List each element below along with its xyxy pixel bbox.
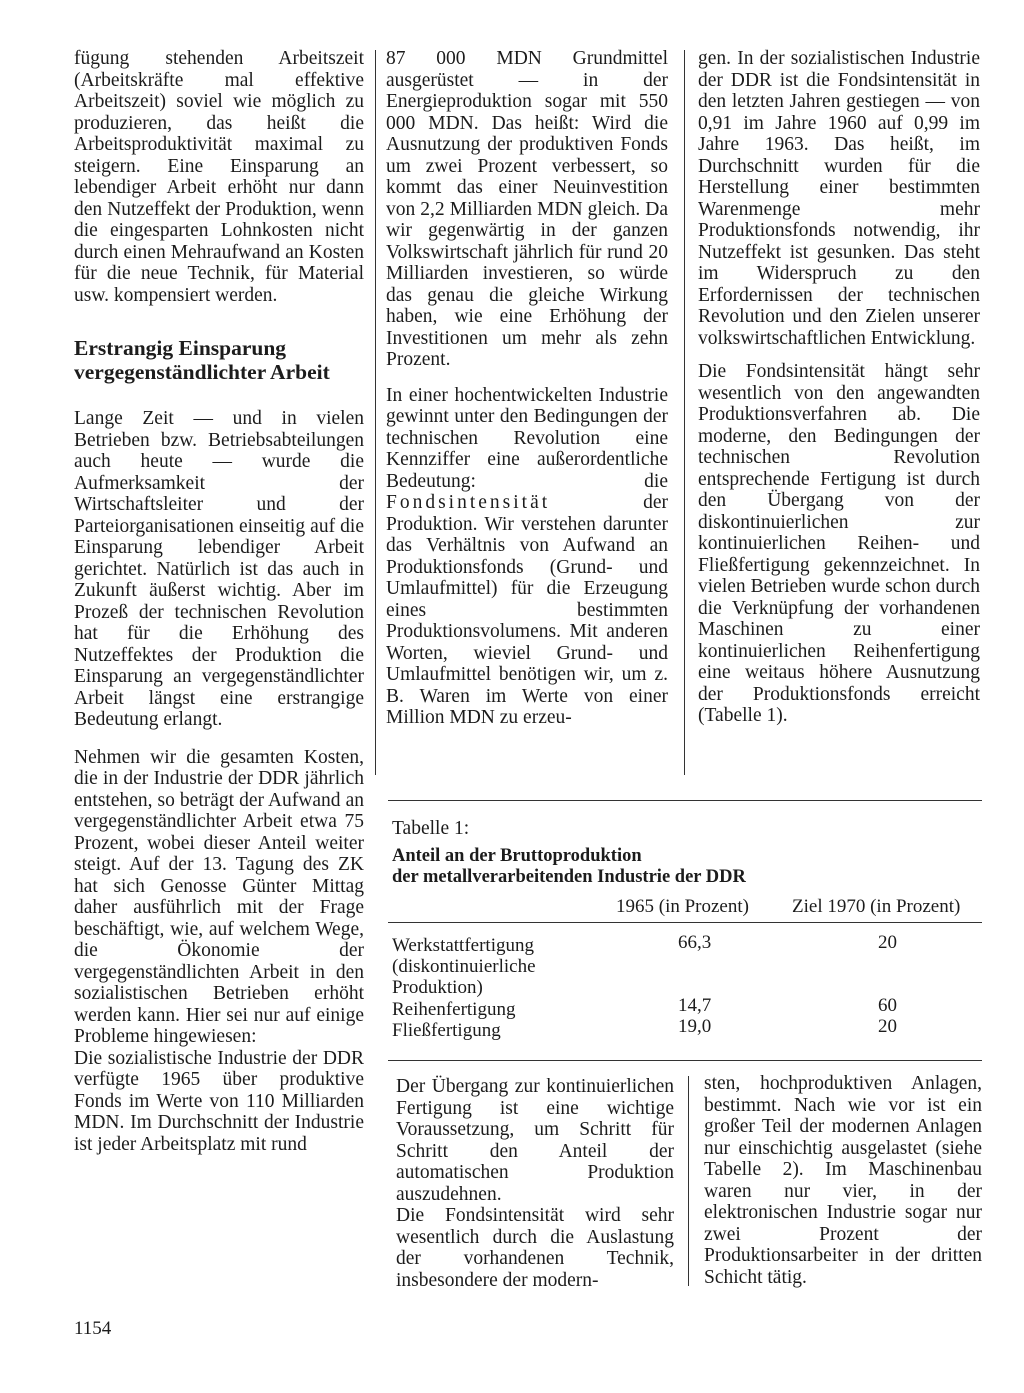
paragraph: Die Fondsintensität hängt sehr wesentlich von den angewandten Produktionsverfahren ab. Die moderne, den Bedingungen der technischen Revolution entsprechende Fertigung ist durch den Übergang von der diskontinuierlichen zur kontinuierlichen Reihen- und Fließfertigung gekennzeichnet. In vielen Betrieben wurde schon durch die Verknüpfung der vorhandenen Maschinen zu einer kontinuierlichen Reihenfertigung eine weitaus höhere Ausnutzung der Produktionsfonds erreicht (Tabelle 1). [698,361,980,726]
page-number: 1154 [74,1318,112,1339]
table-label: Tabelle 1: [392,818,470,839]
paragraph-text: In einer hochentwickelten Industrie gewinnt unter den Bedingungen der technischen Revolution eine Kennziffer eine außerordentliche Bedeutung: die [386,384,668,492]
lower-column-right [704,1073,982,1288]
paragraph: sten, hochproduktiven Anlagen, bestimmt. Nach wie vor ist ein großer Teil der modernen Anlagen nur einschichtig ausgelastet (siehe Tabelle 2). Im Maschinenbau waren nur vier, in der elektronischen Industrie sogar nur zwei Prozent der Produktionsarbeiter in der dritten Schicht tätig. [704,1073,982,1288]
table-cell: 14,7 [678,995,712,1016]
table-top-rule [388,800,982,801]
table-title: der metallverarbeitenden Industrie der DDR [392,867,746,887]
table-cell: 19,0 [678,1016,712,1037]
table-cell: 60 [878,995,897,1016]
column-1 [74,48,364,1155]
table-cell: 20 [878,1016,897,1037]
table-header-rule [388,922,982,923]
emphasized-term: Fondsintensität [386,492,551,513]
column-divider [688,1076,689,1286]
paragraph: Die sozialistische Industrie der DDR verfügte 1965 über produktive Fonds im Werte von 110 Milliarden MDN. Im Durchschnitt der Industrie ist jeder Arbeitsplatz mit rund [74,1047,364,1155]
paragraph [386,385,668,729]
table-cell: 66,3 [678,932,712,953]
table-row-label: Werkstattfertigung [392,935,534,956]
column-3 [698,48,980,727]
column-2 [386,48,668,729]
paragraph: Der Übergang zur kontinuierlichen Fertigung ist eine wichtige Voraussetzung, um Schritt für Schritt den Anteil der automatischen Produktion auszudehnen. [396,1076,674,1205]
table-title: Anteil an der Bruttoproduktion [392,846,642,866]
paragraph: Lange Zeit — und in vielen Betrieben bzw. Betriebsabteilungen auch heute — wurde die Aufmerksamkeit der Wirtschaftsleiter und der Parteiorganisationen einseitig auf die Einsparung lebendiger Arbeit gerichtet. Natürlich ist das auch in Zukunft äußerst wichtig. Aber im Prozeß der technischen Revolution hat für die Erhöhung des Nutzeffektes der Produktion die Einsparung an vergegenständlichter Arbeit längst eine erstrangige Bedeutung erlangt. [74,408,364,730]
table-row-label: Produktion) [392,977,483,998]
paragraph: 87 000 MDN Grundmittel ausgerüstet — in der Energieproduktion sogar mit 550 000 MDN. Das heißt: Wird die Ausnutzung der produktiven Fonds um zwei Prozent verbessert, so kommt das einer Neuinvestition von 2,2 Milliarden MDN gleich. Da wir gegenwärtig in der ganzen Volkswirtschaft jährlich für rund 20 Milliarden investieren, so würde das genau die gleiche Wirkung haben, wie eine Erhöhung der Investitionen um mehr als zehn Prozent. [386,48,668,370]
table-row-label: Reihenfertigung [392,999,516,1020]
table-cell: 20 [878,932,897,953]
table-row-label: (diskontinuierliche [392,956,536,977]
lower-column-left [396,1076,674,1291]
table-row-label: Fließfertigung [392,1020,501,1041]
paragraph: Nehmen wir die gesamten Kosten, die in der Industrie der DDR jährlich entstehen, so beträgt der Aufwand an vergegenständlichter Arbeit etwa 75 Prozent, wobei dieser Anteil weiter steigt. Auf der 13. Tagung des ZK hat sich Genosse Günter Mittag daher ausführlich mit der Frage beschäftigt, wie, auf welchem Wege, die Ökonomie der vergegenständlichten Arbeit in den sozialistischen Betrieben erhöht werden kann. Hier sei nur auf einige Probleme hingewiesen: [74,746,364,1047]
paragraph: gen. In der sozialistischen Industrie der DDR ist die Fondsintensität in den letzten Jahren gestiegen — von 0,91 im Jahre 1960 auf 0,99 im Jahre 1963. Das heißt, im Durchschnitt wurden für die Herstellung einer bestimmten Warenmenge mehr Produktionsfonds notwendig, ihr Nutzeffekt ist gesunken. Das steht im Widerspruch zu den Erfordernissen der technischen Revolution und den Zielen unserer volkswirtschaftlichen Entwicklung. [698,48,980,349]
section-heading: Erstrangig Einsparung vergegenständlichter Arbeit [74,336,330,384]
paragraph-text: der Produktion. Wir verstehen darunter das Verhältnis von Aufwand an Produktionsfonds (Grund- und Umlaufmittel) für die Erzeugung eines bestimmten Produktionsvolumens. Mit anderen Worten, wieviel Grund- und Umlaufmittel benötigen wir, um z. B. Waren im Werte von einer Million MDN zu erzeu- [386,492,668,728]
table-bottom-rule [388,1060,982,1061]
paragraph: Die Fondsintensität wird sehr wesentlich durch die Auslastung der vorhandenen Technik, insbesondere der modern- [396,1205,674,1291]
column-divider [684,50,685,775]
table-column-header: 1965 (in Prozent) [616,896,749,917]
table-column-header: Ziel 1970 (in Prozent) [792,896,961,917]
column-divider [375,50,376,775]
paragraph: fügung stehenden Arbeitszeit (Arbeitskräfte mal effektive Arbeitszeit) soviel wie möglich zu produzieren, das heißt die Arbeitsproduktivität maximal zu steigern. Eine Einsparung an lebendiger Arbeit erhöht nur dann den Nutzeffekt der Produktion, wenn die eingesparten Lohnkosten nicht durch einen Mehraufwand an Kosten für die neue Technik, für Material usw. kompensiert werden. [74,48,364,306]
